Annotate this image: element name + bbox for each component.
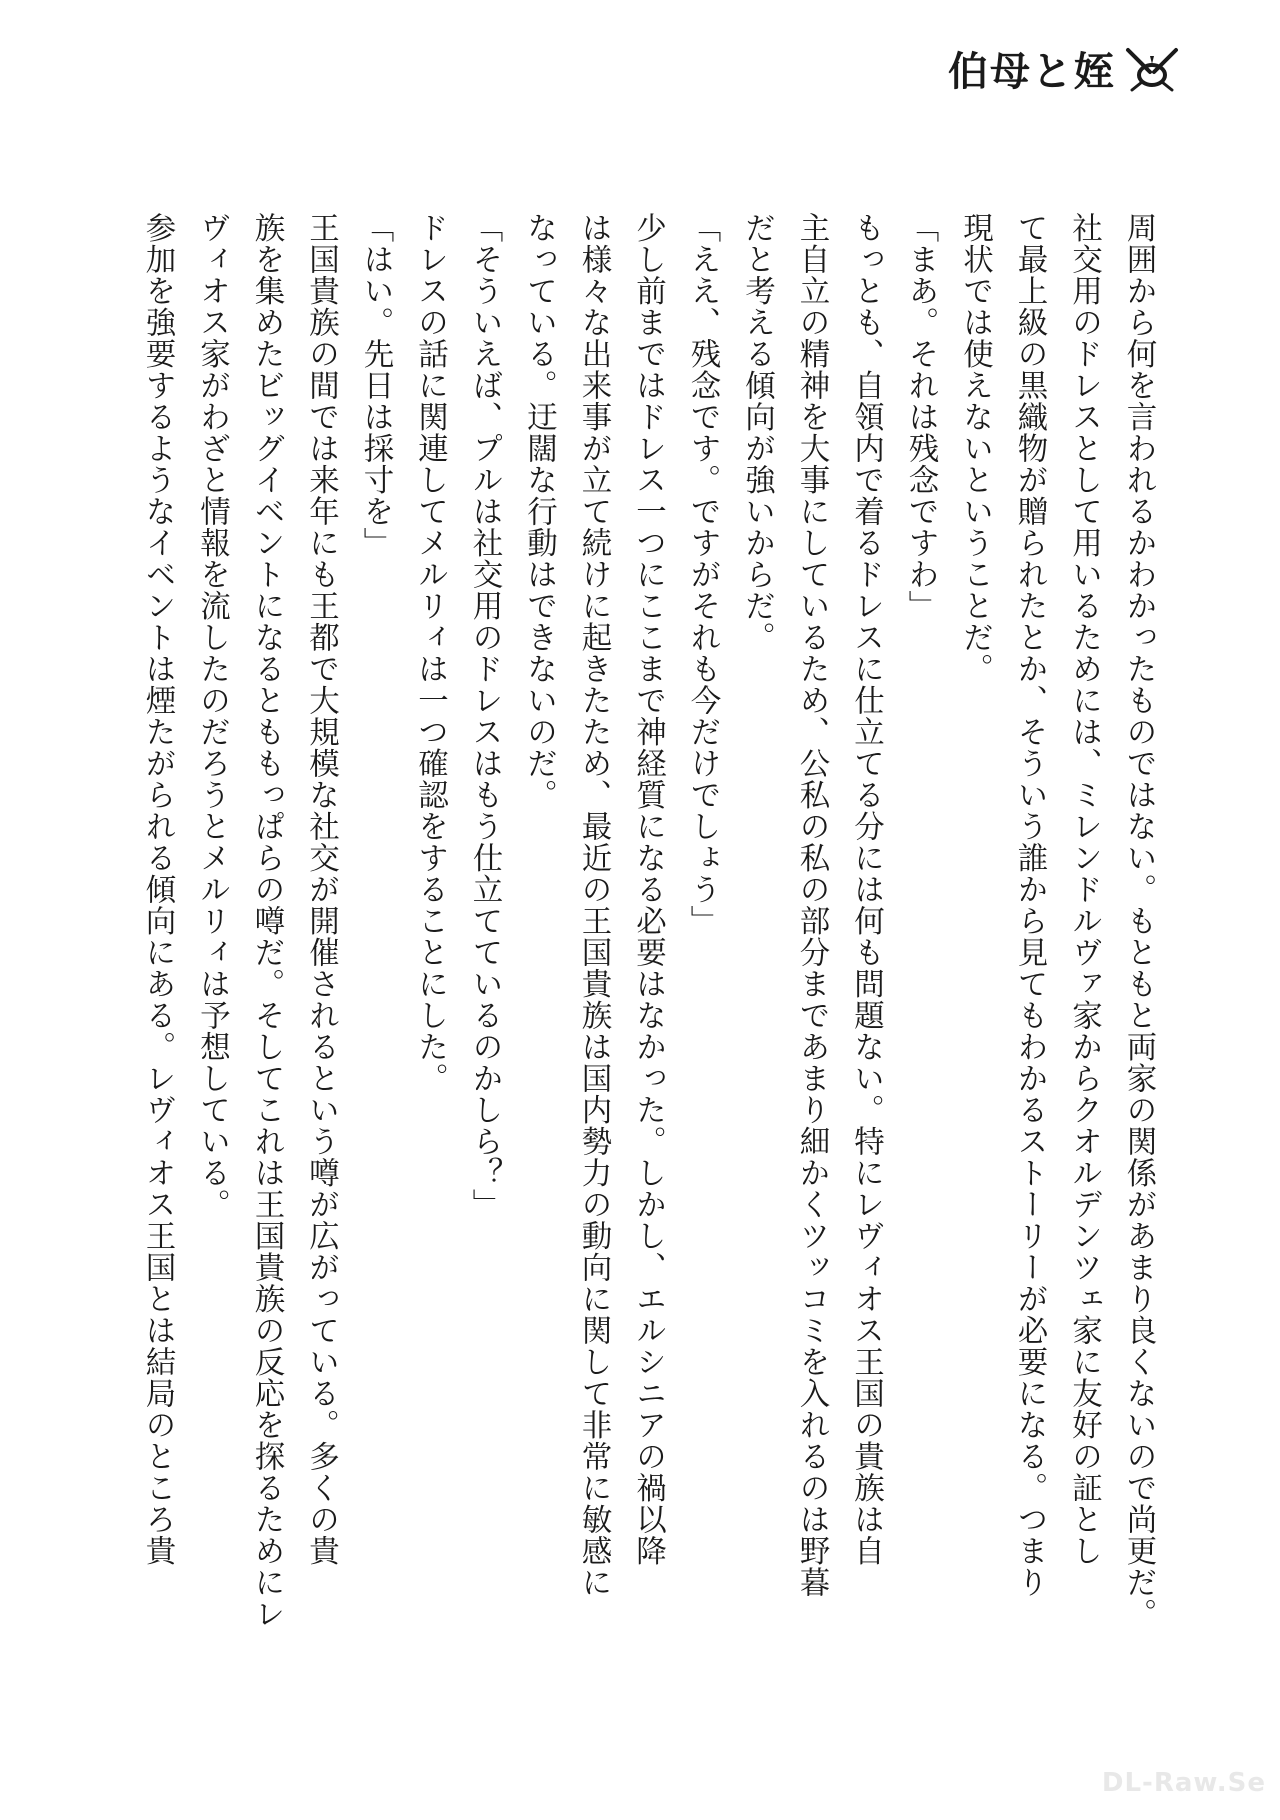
text-line: ヴィオス家がわざと情報を流したのだろうとメルリィは予想している。 xyxy=(194,212,230,1220)
dialogue-line: 「ええ、残念です。ですがそれも今だけでしょう」 xyxy=(685,212,720,937)
text-line: 族を集めたビッグイベントになるとももっぱらの噂だ。そしてこれは王国貴族の反応を探るためにレ xyxy=(249,212,284,1630)
text-line: 少し前まではドレス一つにここまで神経質になる必要はなかった。しかし、エルシニアの禍以降 xyxy=(630,212,666,1567)
text-line: 現状では使えないということだ。 xyxy=(957,212,993,685)
text-line: 社交用のドレスとして用いるためには、ミレンドルヴァ家からクオルデンツェ家に友好の証とし xyxy=(1066,212,1102,1567)
text-line: もっとも、自領内で着るドレスに仕立てる分には何も問題ない。特にレヴィオス王国の貴族は自 xyxy=(848,212,884,1567)
watermark: DL-Raw.Se xyxy=(1101,1768,1266,1798)
page-header xyxy=(948,40,1180,97)
text-line: なっている。迂闊な行動はできないのだ。 xyxy=(521,212,557,811)
crossed-swords-crest-icon xyxy=(1124,44,1180,94)
novel-text-body xyxy=(140,212,1165,1630)
dialogue-line: 「はい。先日は採寸を」 xyxy=(358,212,393,559)
text-line: は様々な出来事が立て続けに起きたため、最近の王国貴族は国内勢力の動向に関して非常に敏感に xyxy=(576,212,611,1598)
dialogue-line: 「そういえば、プルは社交用のドレスはもう仕立てているのかしら？」 xyxy=(467,212,502,1220)
text-line: だと考える傾向が強いからだ。 xyxy=(739,212,775,653)
text-line: て最上級の黒織物が贈られたとか、そういう誰から見てもわかるストーリーが必要になる。つまり xyxy=(1012,212,1047,1598)
chapter-title: 伯母と姪 xyxy=(948,48,1116,95)
text-line: 主自立の精神を大事にしているため、公私の私の部分まであまり細かくツッコミを入れるのは野暮 xyxy=(794,212,829,1598)
text-line: 参加を強要するようなイベントは煙たがられる傾向にある。レヴィオス王国とは結局のところ貴 xyxy=(140,212,175,1567)
text-line: 王国貴族の間では来年にも王都で大規模な社交が開催されるという噂が広がっている。多くの貴 xyxy=(303,212,339,1567)
dialogue-line: 「まあ。それは残念ですわ」 xyxy=(903,212,938,622)
text-line: ドレスの話に関連してメルリィは一つ確認をすることにした。 xyxy=(412,212,448,1094)
text-line: 周囲から何を言われるかわかったものではない。もともと両家の関係があまり良くないので尚更だ。 xyxy=(1121,212,1156,1630)
